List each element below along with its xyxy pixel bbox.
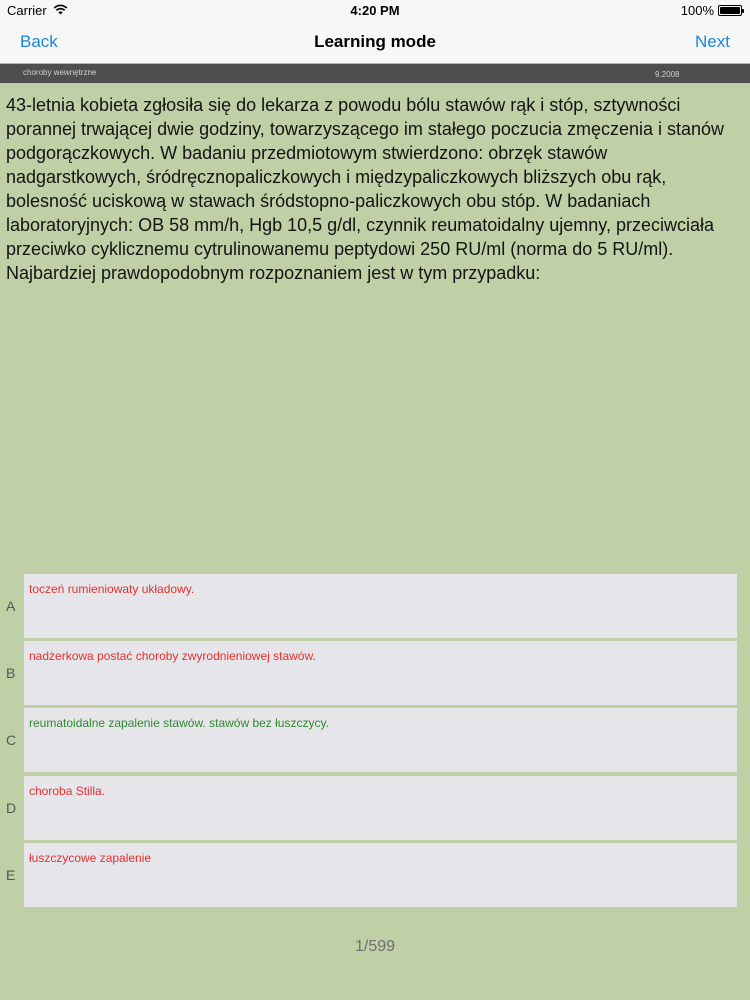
answer-option-c[interactable] xyxy=(0,708,750,772)
answer-box[interactable] xyxy=(24,843,737,907)
answer-text: toczeń rumieniowaty układowy. xyxy=(29,582,195,596)
answer-option-e[interactable] xyxy=(0,843,750,907)
answer-option-d[interactable] xyxy=(0,776,750,840)
question-text: 43-letnia kobieta zgłosiła się do lekarza z powodu bólu stawów rąk i stóp, sztywności porannej trwającej dwie godziny, towarzyszącego im stałego poczucia zmęczenia i stanów podgorączkowych. W badaniu przedmiotowym stwierdzono: obrzęk stawów nadgarstkowych, śródręcznopaliczkowych i międzypaliczkowych bliższych obu rąk, bolesność uciskową w stawach śródstopno-paliczkowych obu stóp. W badaniach laboratoryjnych: OB 58 mm/h, Hgb 10,5 g/dl, czynnik reumatoidalny ujemny, przeciwciała przeciwko cyklicznemu cytrulinowanemu peptydowi 250 RU/ml (norma do 5 RU/ml). Najbardziej prawdopodobnym rozpoznaniem jest w tym przypadku: xyxy=(6,95,725,283)
carrier-label: Carrier xyxy=(7,3,47,18)
question-counter: 1/599 xyxy=(354,938,396,955)
next-button[interactable]: Next xyxy=(695,32,730,51)
answer-text: reumatoidalne zapalenie stawów. stawów bez łuszczycy. xyxy=(29,716,329,730)
answer-letter: A xyxy=(6,598,16,614)
answer-option-b[interactable] xyxy=(0,641,750,705)
answer-text: łuszczycowe zapalenie xyxy=(29,851,152,865)
answer-letter: D xyxy=(6,800,17,816)
back-button[interactable]: Back xyxy=(20,32,58,51)
answer-text: nadżerkowa postać choroby zwyrodnieniowej stawów. xyxy=(29,649,316,663)
answer-letter: E xyxy=(6,867,16,883)
answer-box[interactable] xyxy=(24,641,737,705)
status-bar xyxy=(0,0,750,22)
page-title: Learning mode xyxy=(314,32,436,51)
status-time: 4:20 PM xyxy=(350,3,400,18)
answer-option-a[interactable] xyxy=(0,574,750,638)
answer-box[interactable] xyxy=(24,574,737,638)
answer-letter: C xyxy=(6,732,17,748)
battery-percent: 100% xyxy=(680,3,714,18)
answer-box[interactable] xyxy=(24,776,737,840)
category-bar xyxy=(0,64,750,83)
exam-session: 9.2008 xyxy=(655,70,680,79)
answer-letter: B xyxy=(6,665,16,681)
category-name: choroby wewnętrzne xyxy=(23,68,97,77)
status-right xyxy=(681,3,742,18)
navigation-bar xyxy=(0,22,750,64)
answer-box[interactable] xyxy=(24,708,737,772)
battery-icon xyxy=(718,5,742,16)
answer-text: choroba Stilla. xyxy=(29,784,106,798)
